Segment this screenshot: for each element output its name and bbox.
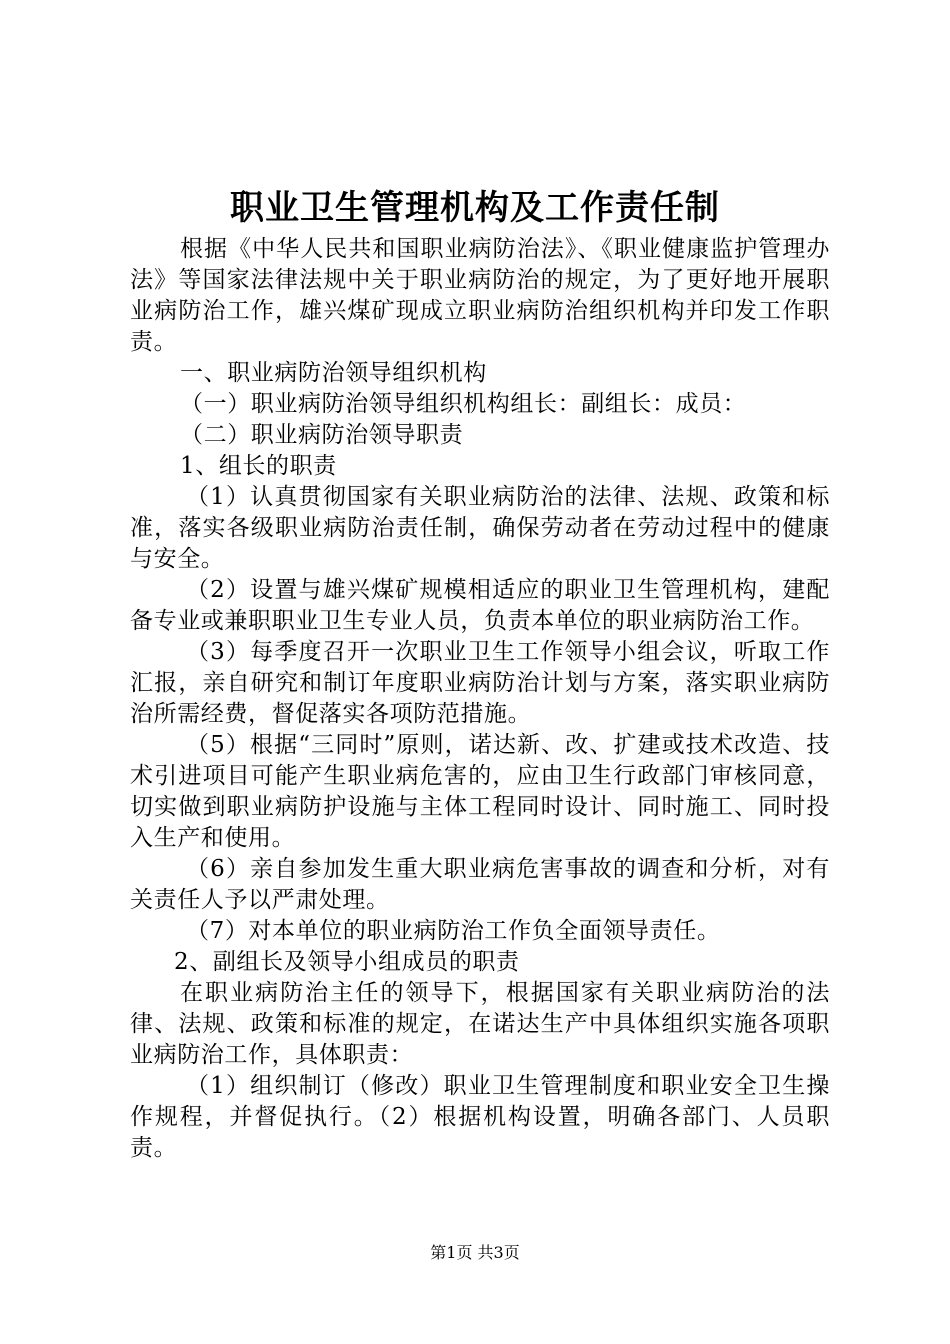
page-footer: 第1页 共3页 xyxy=(430,1243,520,1262)
heading-section-1: 一、职业病防治领导组织机构 xyxy=(180,360,487,386)
document-body xyxy=(130,234,830,1164)
heading-deputy-duties: 2、副组长及领导小组成员的职责 xyxy=(174,949,520,975)
heading-subsection-2: （二）职业病防治领导职责 xyxy=(180,422,464,448)
document-title: 职业卫生管理机构及工作责任制 xyxy=(230,188,720,228)
paragraph-duty-2: （2）设置与雄兴煤矿规模相适应的职业卫生管理机构，建配备专业或兼职职业卫生专业人员，负责本单位的职业病防治工作。 xyxy=(130,577,830,634)
heading-subsection-1: （一）职业病防治领导组织机构组长：副组长：成员： xyxy=(180,391,747,417)
paragraph-duty-5: （5）根据“三同时”原则，诺达新、改、扩建或技术改造、技术引进项目可能产生职业病危害的，应由卫生行政部门审核同意，切实做到职业病防护设施与主体工程同时设计、同时施工、同时投入生产和使用。 xyxy=(130,732,830,851)
paragraph-deputy-intro: 在职业病防治主任的领导下，根据国家有关职业病防治的法律、法规、政策和标准的规定，在诺达生产中具体组织实施各项职业病防治工作，具体职责： xyxy=(130,980,830,1068)
paragraph-duty-1: （1）认真贯彻国家有关职业病防治的法律、法规、政策和标准，落实各级职业病防治责任制，确保劳动者在劳动过程中的健康与安全。 xyxy=(130,484,830,572)
paragraph-duty-6: （6）亲自参加发生重大职业病危害事故的调查和分析，对有关责任人予以严肃处理。 xyxy=(130,856,830,913)
paragraph-intro: 根据《中华人民共和国职业病防治法》、《职业健康监护管理办法》等国家法律法规中关于职业病防治的规定，为了更好地开展职业病防治工作，雄兴煤矿现成立职业病防治组织机构并印发工作职责。 xyxy=(130,236,830,355)
heading-leader-duties: 1、组长的职责 xyxy=(180,453,337,479)
paragraph-deputy-duty-1: （1）组织制订（修改）职业卫生管理制度和职业安全卫生操作规程，并督促执行。（2）根据机构设置，明确各部门、人员职责。 xyxy=(130,1073,830,1161)
paragraph-duty-7: （7）对本单位的职业病防治工作负全面领导责任。 xyxy=(186,918,721,944)
paragraph-duty-3: （3）每季度召开一次职业卫生工作领导小组会议，听取工作汇报，亲自研究和制订年度职业病防治计划与方案，落实职业病防治所需经费，督促落实各项防范措施。 xyxy=(130,639,830,727)
